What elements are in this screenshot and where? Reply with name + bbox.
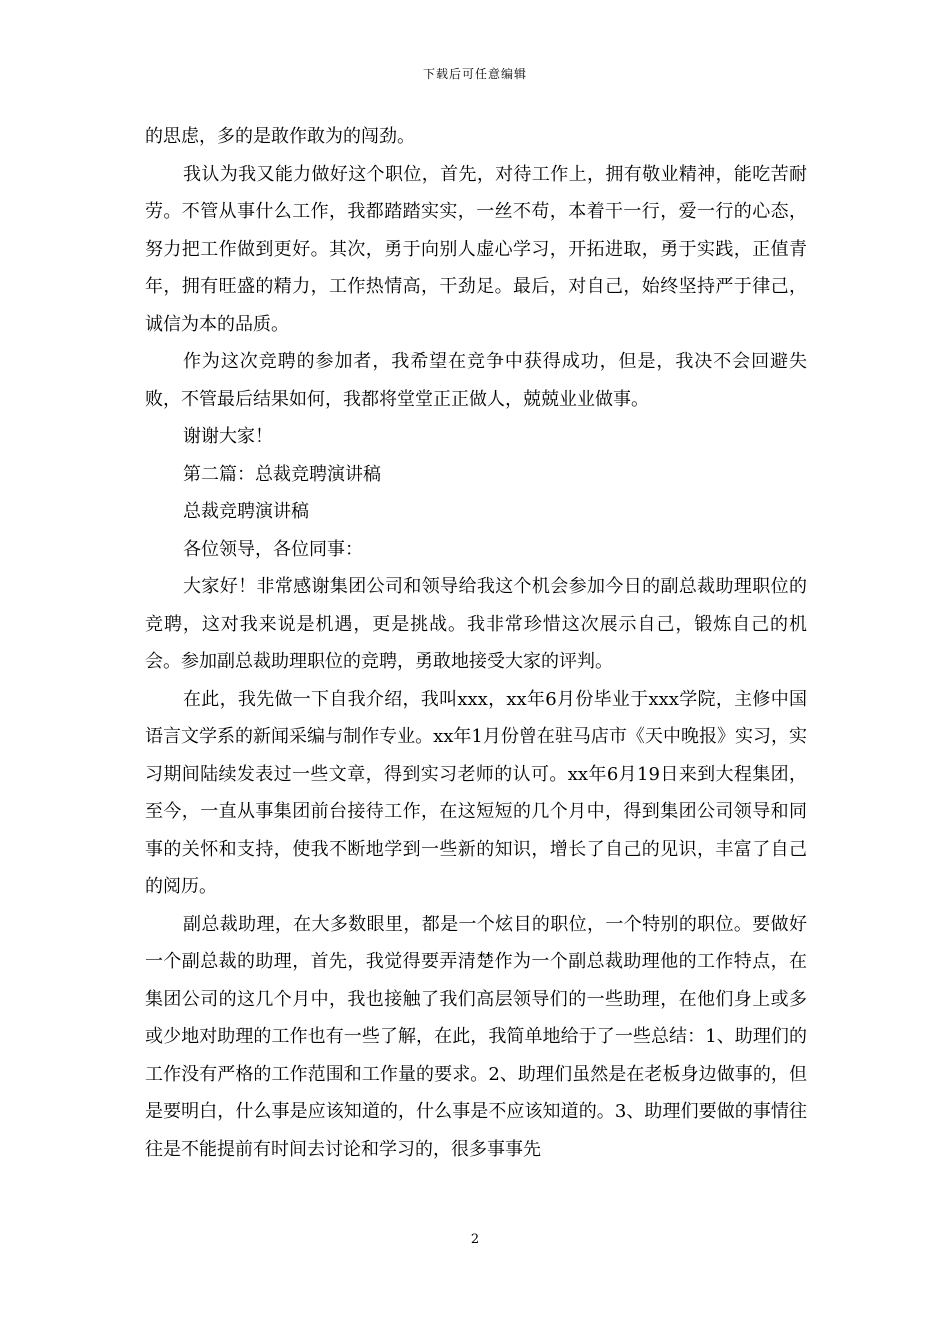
page-number: 2 xyxy=(470,1232,480,1247)
paragraph-assistant-role: 副总裁助理，在大多数眼里，都是一个炫目的职位，一个特别的职位。要做好一个副总裁的助理，首先，我觉得要弄清楚作为一个副总裁助理他的工作特点，在集团公司的这几个月中，我也接触了我们高层领导们的一些助理，在他们身上或多或少地对助理的工作也有一些了解，在此，我简单地给于了一些总结：1、助理们的工作没有严格的工作范围和工作量的要求。2、助理们虽然是在老板身边做事的，但是要明白，什么事是应该知道的，什么事是不应该知道的。3、助理们要做的事情往往是不能提前有时间去讨论和学习的，很多事事先 xyxy=(145,913,807,1160)
speech-title: 总裁竞聘演讲稿 xyxy=(183,501,309,522)
document-body xyxy=(145,118,807,1168)
paragraph-continued: 的思虑，多的是敢作敢为的闯劲。 xyxy=(145,126,415,147)
paragraph-self-intro: 在此，我先做一下自我介绍，我叫xxx，xx年6月份毕业于xxx学院，主修中国语言文学系的新闻采编与制作专业。xx年1月份曾在驻马店市《天中晚报》实习，实习期间陆续发表过一些文章，得到实习老师的认可。xx年6月19日来到大程集团，至今，一直从事集团前台接待工作，在这短短的几个月中，得到集团公司领导和同事的关怀和支持，使我不断地学到一些新的知识，增长了自己的见识，丰富了自己的阅历。 xyxy=(145,688,807,897)
section-heading: 第二篇：总裁竞聘演讲稿 xyxy=(183,463,381,485)
page-header: 下载后可任意编辑 xyxy=(422,67,527,81)
paragraph-greeting: 大家好！非常感谢集团公司和领导给我这个机会参加今日的副总裁助理职位的竞聘，这对我来说是机遇，更是挑战。我非常珍惜这次展示自己，锻炼自己的机会。参加副总裁助理职位的竞聘，勇敢地接受大家的评判。 xyxy=(145,576,807,672)
paragraph-ability: 我认为我又能力做好这个职位，首先，对待工作上，拥有敬业精神，能吃苦耐劳。不管从事什么工作，我都踏踏实实，一丝不苟，本着干一行，爱一行的心态，努力把工作做到更好。其次，勇于向别人虚心学习，开拓进取，勇于实践，正值青年，拥有旺盛的精力，工作热情高，干劲足。最后，对自己，始终坚持严于律己，诚信为本的品质。 xyxy=(145,163,807,335)
paragraph-participant: 作为这次竞聘的参加者，我希望在竞争中获得成功，但是，我决不会回避失败，不管最后结果如何，我都将堂堂正正做人，兢兢业业做事。 xyxy=(145,351,807,410)
paragraph-thanks: 谢谢大家！ xyxy=(183,426,273,447)
salutation: 各位领导，各位同事： xyxy=(183,538,363,560)
